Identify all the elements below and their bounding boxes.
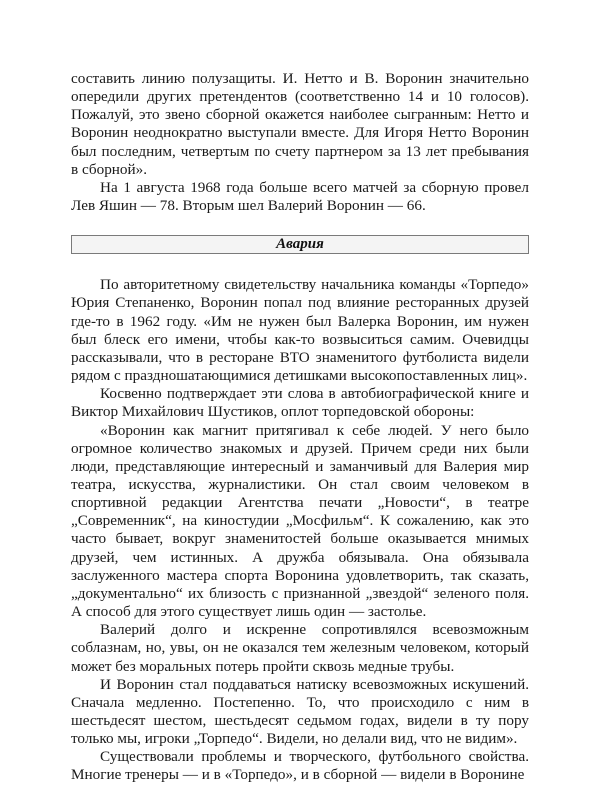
quote-paragraph: «Воронин как магнит притягивал к себе людей. У него было огромное количество знакомых и друзей. Причем среди них были люди, представляющие интересный и заманчивый для Валерия мир театра, искусства, журналистики. Он стал своим человеком в спортивной редакции Агентства печати „Новости“, в театре „Современник“, на киностудии „Мосфильм“. К сожалению, как это часто бывает, вокруг знаменитостей больше оказывается мнимых друзей, чем истинных. А дружба обязывала. Она обязывала заслуженного мастера спорта Воронина удовлетворить, так сказать, „документально“ их близость с признанной „звездой“ зеленого поля. А способ для этого существует лишь один — застолье. bbox=[71, 421, 529, 621]
paragraph: Существовали проблемы и творческого, футбольного свойства. Многие тренеры — и в «Торпедо», и в сборной — видели в Воронине bbox=[71, 748, 529, 784]
paragraph: На 1 августа 1968 года больше всего матчей за сборную провел Лев Яшин — 78. Вторым шел Валерий Воронин — 66. bbox=[71, 178, 529, 215]
quote-paragraph: И Воронин стал поддаваться натиску всевозможных искушений. Сначала медленно. Постепенно. То, что происходило с ним в шестьдесят шестом, шестьдесят седьмом годах, видели в ту пору только мы, игроки „Торпедо“. Видели, но делали вид, что не видим». bbox=[71, 675, 529, 748]
document-page bbox=[71, 70, 529, 785]
section-heading: Авария bbox=[71, 235, 529, 254]
paragraph: По авторитетному свидетельству начальника команды «Торпедо» Юрия Степаненко, Воронин попал под влияние ресторанных друзей где-то в 1962 году. «Им не нужен был Валерка Воронин, им нужен был блеск его имени, чтобы как-то возвыситься самим. Очевидцы рассказывали, что в ресторане ВТО знаменитого футболиста видели рядом с празднoшатающимися детишками высокопоставленных лиц». bbox=[71, 276, 529, 385]
paragraph: Косвенно подтверждает эти слова в автобиографической книге и Виктор Михайлович Шустиков, оплот торпедовской обороны: bbox=[71, 385, 529, 421]
paragraph-continuation: составить линию полузащиты. И. Нетто и В. Воронин значительно опередили других претендентов (соответственно 14 и 10 голосов). Пожалуй, это звено сборной окажется наиболее сыгранным: Нетто и Воронин неоднократно выступали вместе. Для Игоря Нетто Воронин был последним, четвертым по счету партнером за 13 лет пребывания в сборной». bbox=[71, 70, 529, 178]
quote-paragraph: Валерий долго и искренне сопротивлялся всевозможным соблазнам, но, увы, он не оказался тем железным человеком, который может без моральных потерь пройти сквозь медные трубы. bbox=[71, 621, 529, 675]
